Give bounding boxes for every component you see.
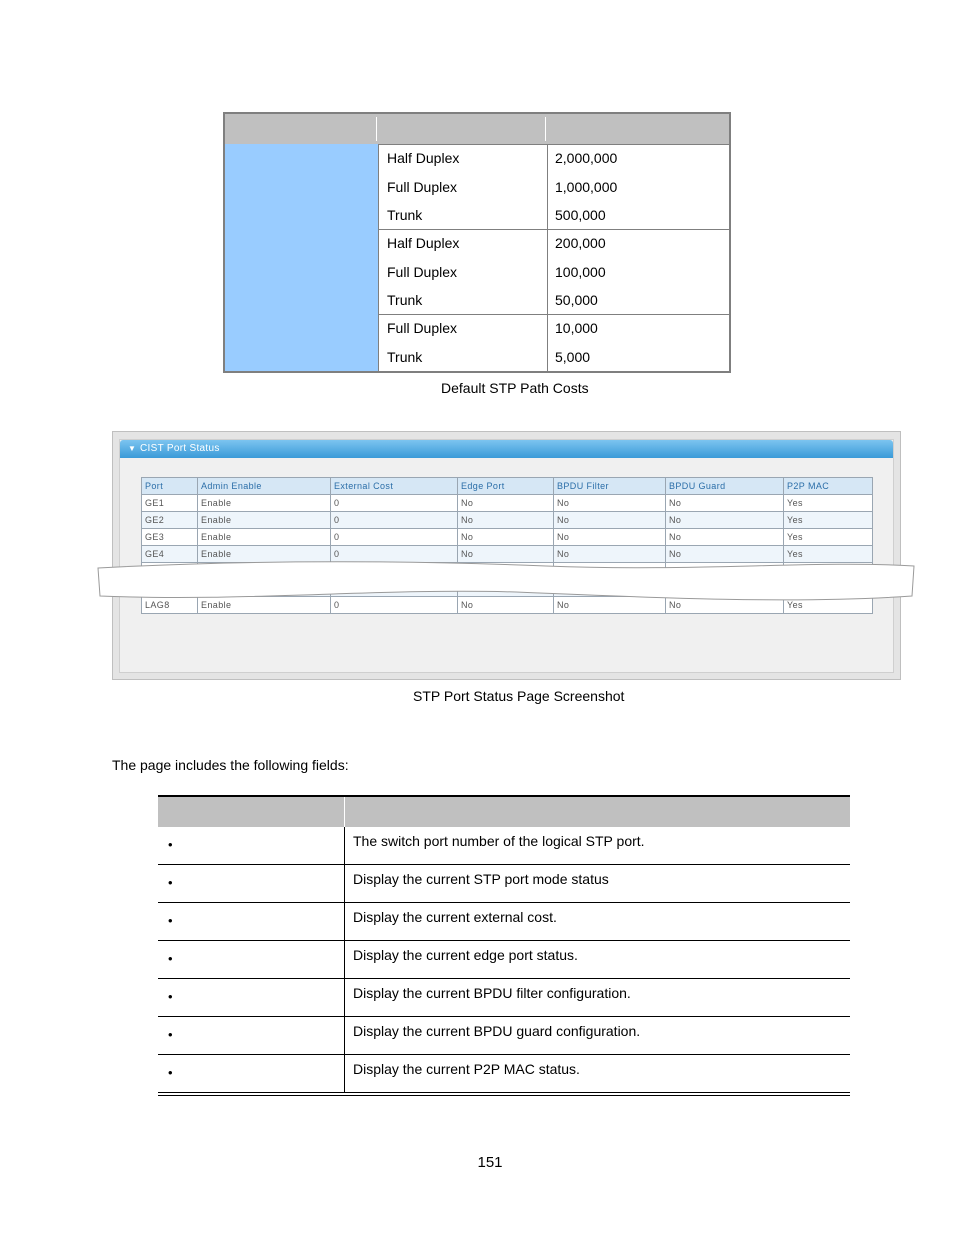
fields-table-header	[158, 795, 850, 827]
field-row	[158, 865, 850, 903]
duplex-label: Full Duplex	[387, 263, 458, 280]
field-row	[158, 979, 850, 1017]
table-row[interactable]	[142, 495, 873, 512]
table-cell: No	[458, 529, 554, 546]
bullet-icon: •	[168, 913, 173, 928]
table-cell: Yes	[784, 529, 873, 546]
path-cost-value: 50,000	[555, 292, 598, 308]
panel-title: CIST Port Status	[140, 443, 220, 454]
column-header: Edge Port	[458, 478, 554, 495]
table-cell: No	[554, 597, 666, 614]
table-cell: No	[554, 495, 666, 512]
table-cell: 0	[331, 529, 458, 546]
table-cell: No	[666, 495, 784, 512]
bullet-icon: •	[168, 989, 173, 1004]
field-row	[158, 1017, 850, 1055]
table-cell: GE4	[142, 546, 198, 563]
duplex-label: Full Duplex	[387, 178, 458, 195]
field-description: The switch port number of the logical STP port.	[353, 833, 645, 849]
table-cell: 0	[331, 546, 458, 563]
column-header: P2P MAC	[784, 478, 873, 495]
table-cell: No	[554, 529, 666, 546]
table-cell: GE1	[142, 495, 198, 512]
intro-text: The page includes the following fields:	[112, 757, 349, 773]
field-description: Display the current BPDU filter configuration.	[353, 985, 631, 1001]
table-cell: No	[666, 512, 784, 529]
bullet-icon: •	[168, 951, 173, 966]
collapse-arrow-icon[interactable]: ▼	[128, 444, 136, 453]
cost-group	[225, 229, 729, 315]
path-cost-table	[223, 112, 731, 373]
field-row	[158, 903, 850, 941]
duplex-label: Half Duplex	[387, 235, 460, 251]
field-description: Display the current external cost.	[353, 909, 557, 925]
table-cell: Enable	[198, 597, 331, 614]
path-cost-value: 2,000,000	[555, 150, 618, 166]
path-cost-value: 5,000	[555, 348, 591, 365]
path-cost-value: 1,000,000	[555, 178, 618, 195]
path-cost-caption: Default STP Path Costs	[441, 380, 589, 396]
table-cell: No	[554, 546, 666, 563]
table-cell: Yes	[784, 546, 873, 563]
speed-cell	[225, 229, 378, 314]
duplex-label: Full Duplex	[387, 320, 458, 336]
table-cell: Yes	[784, 597, 873, 614]
duplex-label: Half Duplex	[387, 150, 460, 166]
path-cost-value: 100,000	[555, 263, 606, 280]
field-row	[158, 941, 850, 979]
table-cell: Enable	[198, 495, 331, 512]
page-number: 151	[477, 1154, 503, 1171]
duplex-label: Trunk	[387, 348, 423, 365]
screenshot-caption: STP Port Status Page Screenshot	[413, 688, 625, 704]
table-cell: Enable	[198, 512, 331, 529]
table-cell: No	[458, 597, 554, 614]
table-cell: No	[458, 546, 554, 563]
speed-cell	[225, 144, 378, 229]
bullet-icon: •	[168, 837, 173, 852]
table-cell: GE3	[142, 529, 198, 546]
table-cell: No	[666, 546, 784, 563]
table-cell: No	[458, 495, 554, 512]
field-description: Display the current P2P MAC status.	[353, 1061, 580, 1077]
table-cell: LAG8	[142, 597, 198, 614]
table-cell: Yes	[784, 495, 873, 512]
column-header: BPDU Filter	[554, 478, 666, 495]
field-row	[158, 827, 850, 865]
table-cell: GE2	[142, 512, 198, 529]
panel-titlebar[interactable]	[120, 440, 893, 458]
field-description: Display the current STP port mode status	[353, 871, 609, 887]
column-header: Port	[142, 478, 198, 495]
page-tear-break	[96, 558, 916, 606]
cost-group	[225, 314, 729, 371]
column-header: External Cost	[331, 478, 458, 495]
field-row	[158, 1055, 850, 1093]
bullet-icon: •	[168, 875, 173, 890]
table-cell: No	[458, 512, 554, 529]
duplex-label: Trunk	[387, 292, 423, 308]
bullet-icon: •	[168, 1065, 173, 1080]
table-row[interactable]	[142, 512, 873, 529]
table-cell: Yes	[784, 512, 873, 529]
table-cell: 0	[331, 597, 458, 614]
stp-port-status-screenshot	[112, 431, 901, 680]
table-cell: No	[666, 597, 784, 614]
table-cell: No	[554, 512, 666, 529]
bullet-icon: •	[168, 1027, 173, 1042]
table-cell: 0	[331, 495, 458, 512]
path-cost-table-header	[225, 114, 729, 145]
table-cell: Enable	[198, 546, 331, 563]
column-header: Admin Enable	[198, 478, 331, 495]
table-cell: Enable	[198, 529, 331, 546]
speed-cell	[225, 314, 378, 371]
path-cost-value: 200,000	[555, 235, 606, 251]
duplex-label: Trunk	[387, 207, 423, 223]
path-cost-value: 500,000	[555, 207, 606, 223]
table-row[interactable]	[142, 529, 873, 546]
cost-group	[225, 144, 729, 230]
field-description: Display the current edge port status.	[353, 947, 578, 963]
table-cell: No	[666, 529, 784, 546]
field-description: Display the current BPDU guard configuration.	[353, 1023, 641, 1039]
column-header: BPDU Guard	[666, 478, 784, 495]
table-cell: 0	[331, 512, 458, 529]
path-cost-value: 10,000	[555, 320, 598, 336]
